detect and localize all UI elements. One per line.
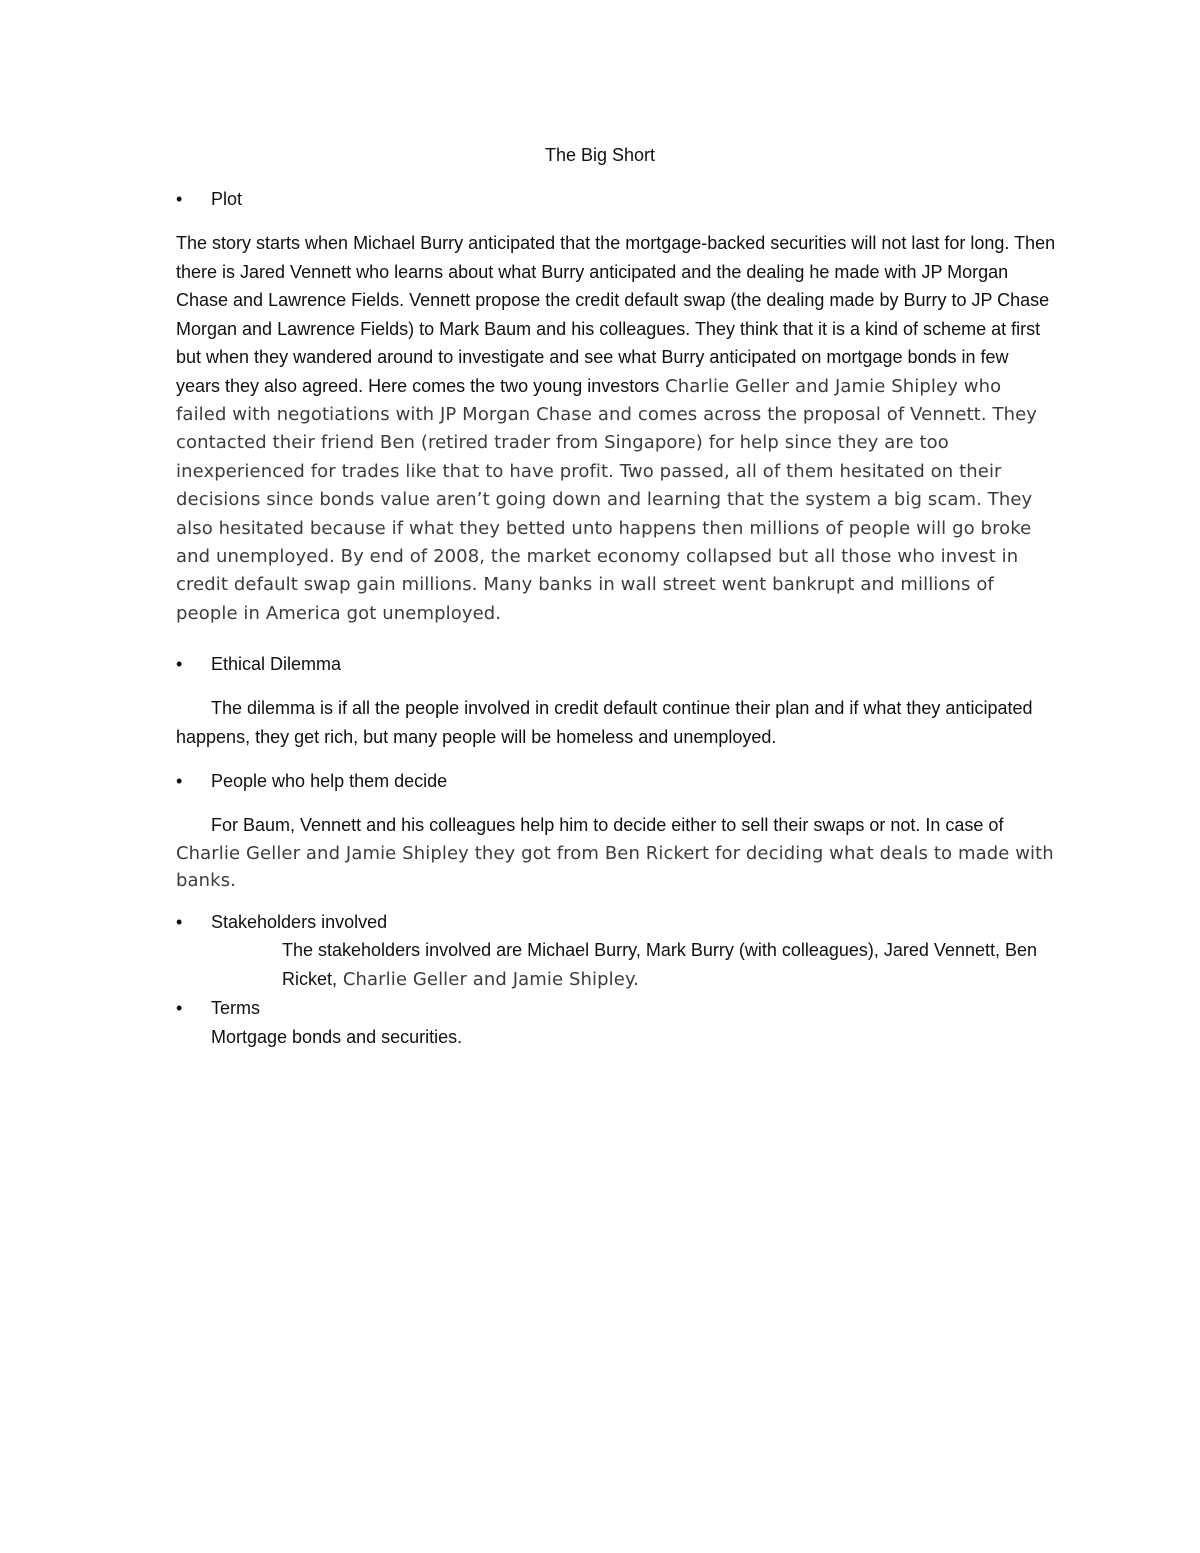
plot-text-part2: Charlie Geller and Jamie Shipley who failed with negotiations with JP Morgan Chase and comes across the proposal of Vennett. They contacted their friend Ben (retired trader from Singapore) for help since they are too inexperienced for trades like that to have profit. Two passed, all of them hesitated on their decisions since bonds value aren’t going down and learning that the system a big scam. They also hesitated because if what they betted unto happens then millions of people will go broke and unemployed. By end of 2008, the market economy collapsed but all those who invest in credit default swap gain millions. Many banks in wall street went bankrupt and millions of people in America got unemployed. <box>176 375 1038 624</box>
people-help-text-part2: Charlie Geller and Jamie Shipley they got from Ben Rickert for deciding what deals to made with banks. <box>176 842 1054 891</box>
bullet-icon: • <box>176 771 183 791</box>
document-title: The Big Short <box>544 145 656 165</box>
plot-paragraph <box>176 229 1056 627</box>
ethical-dilemma-paragraph: The dilemma is if all the people involved in credit default continue their plan and if what they anticipated happens, they get rich, but many people will be homeless and unemployed. <box>176 698 1033 747</box>
stakeholders-paragraph <box>282 936 1042 993</box>
stakeholders-text-part2: Charlie Geller and Jamie Shipley. <box>337 968 639 990</box>
bullet-icon: • <box>176 912 183 932</box>
plot-heading: Plot <box>211 189 243 209</box>
terms-text: Mortgage bonds and securities. <box>211 1027 463 1047</box>
bullet-icon: • <box>176 189 183 209</box>
terms-heading: Terms <box>211 998 260 1018</box>
stakeholders-text-part1: The stakeholders involved are Michael Burry, Mark Burry (with colleagues), Jared Vennett, Ben Ricket, <box>282 940 1038 989</box>
plot-text-part1: The story starts when Michael Burry anticipated that the mortgage-backed securities will not last for long. Then there is Jared Vennett who learns about what Burry anticipated and the dealing he made with JP Morgan Chase and Lawrence Fields. Vennett propose the credit default swap (the dealing made by Burry to JP Chase Morgan and Lawrence Fields) to Mark Baum and his colleagues. They think that it is a kind of scheme at first but when they wandered around to investigate and see what Burry anticipated on mortgage bonds in few years they also agreed. Here comes the two young investors <box>176 233 1056 396</box>
people-help-heading: People who help them decide <box>211 771 448 791</box>
people-help-text-part1: For Baum, Vennett and his colleagues help him to decide either to sell their swaps or not. In case of <box>211 815 1004 835</box>
bullet-icon: • <box>176 998 183 1018</box>
stakeholders-heading: Stakeholders involved <box>211 912 388 932</box>
people-help-paragraph <box>176 811 1056 895</box>
ethical-dilemma-heading: Ethical Dilemma <box>211 654 342 674</box>
bullet-icon: • <box>176 654 183 674</box>
